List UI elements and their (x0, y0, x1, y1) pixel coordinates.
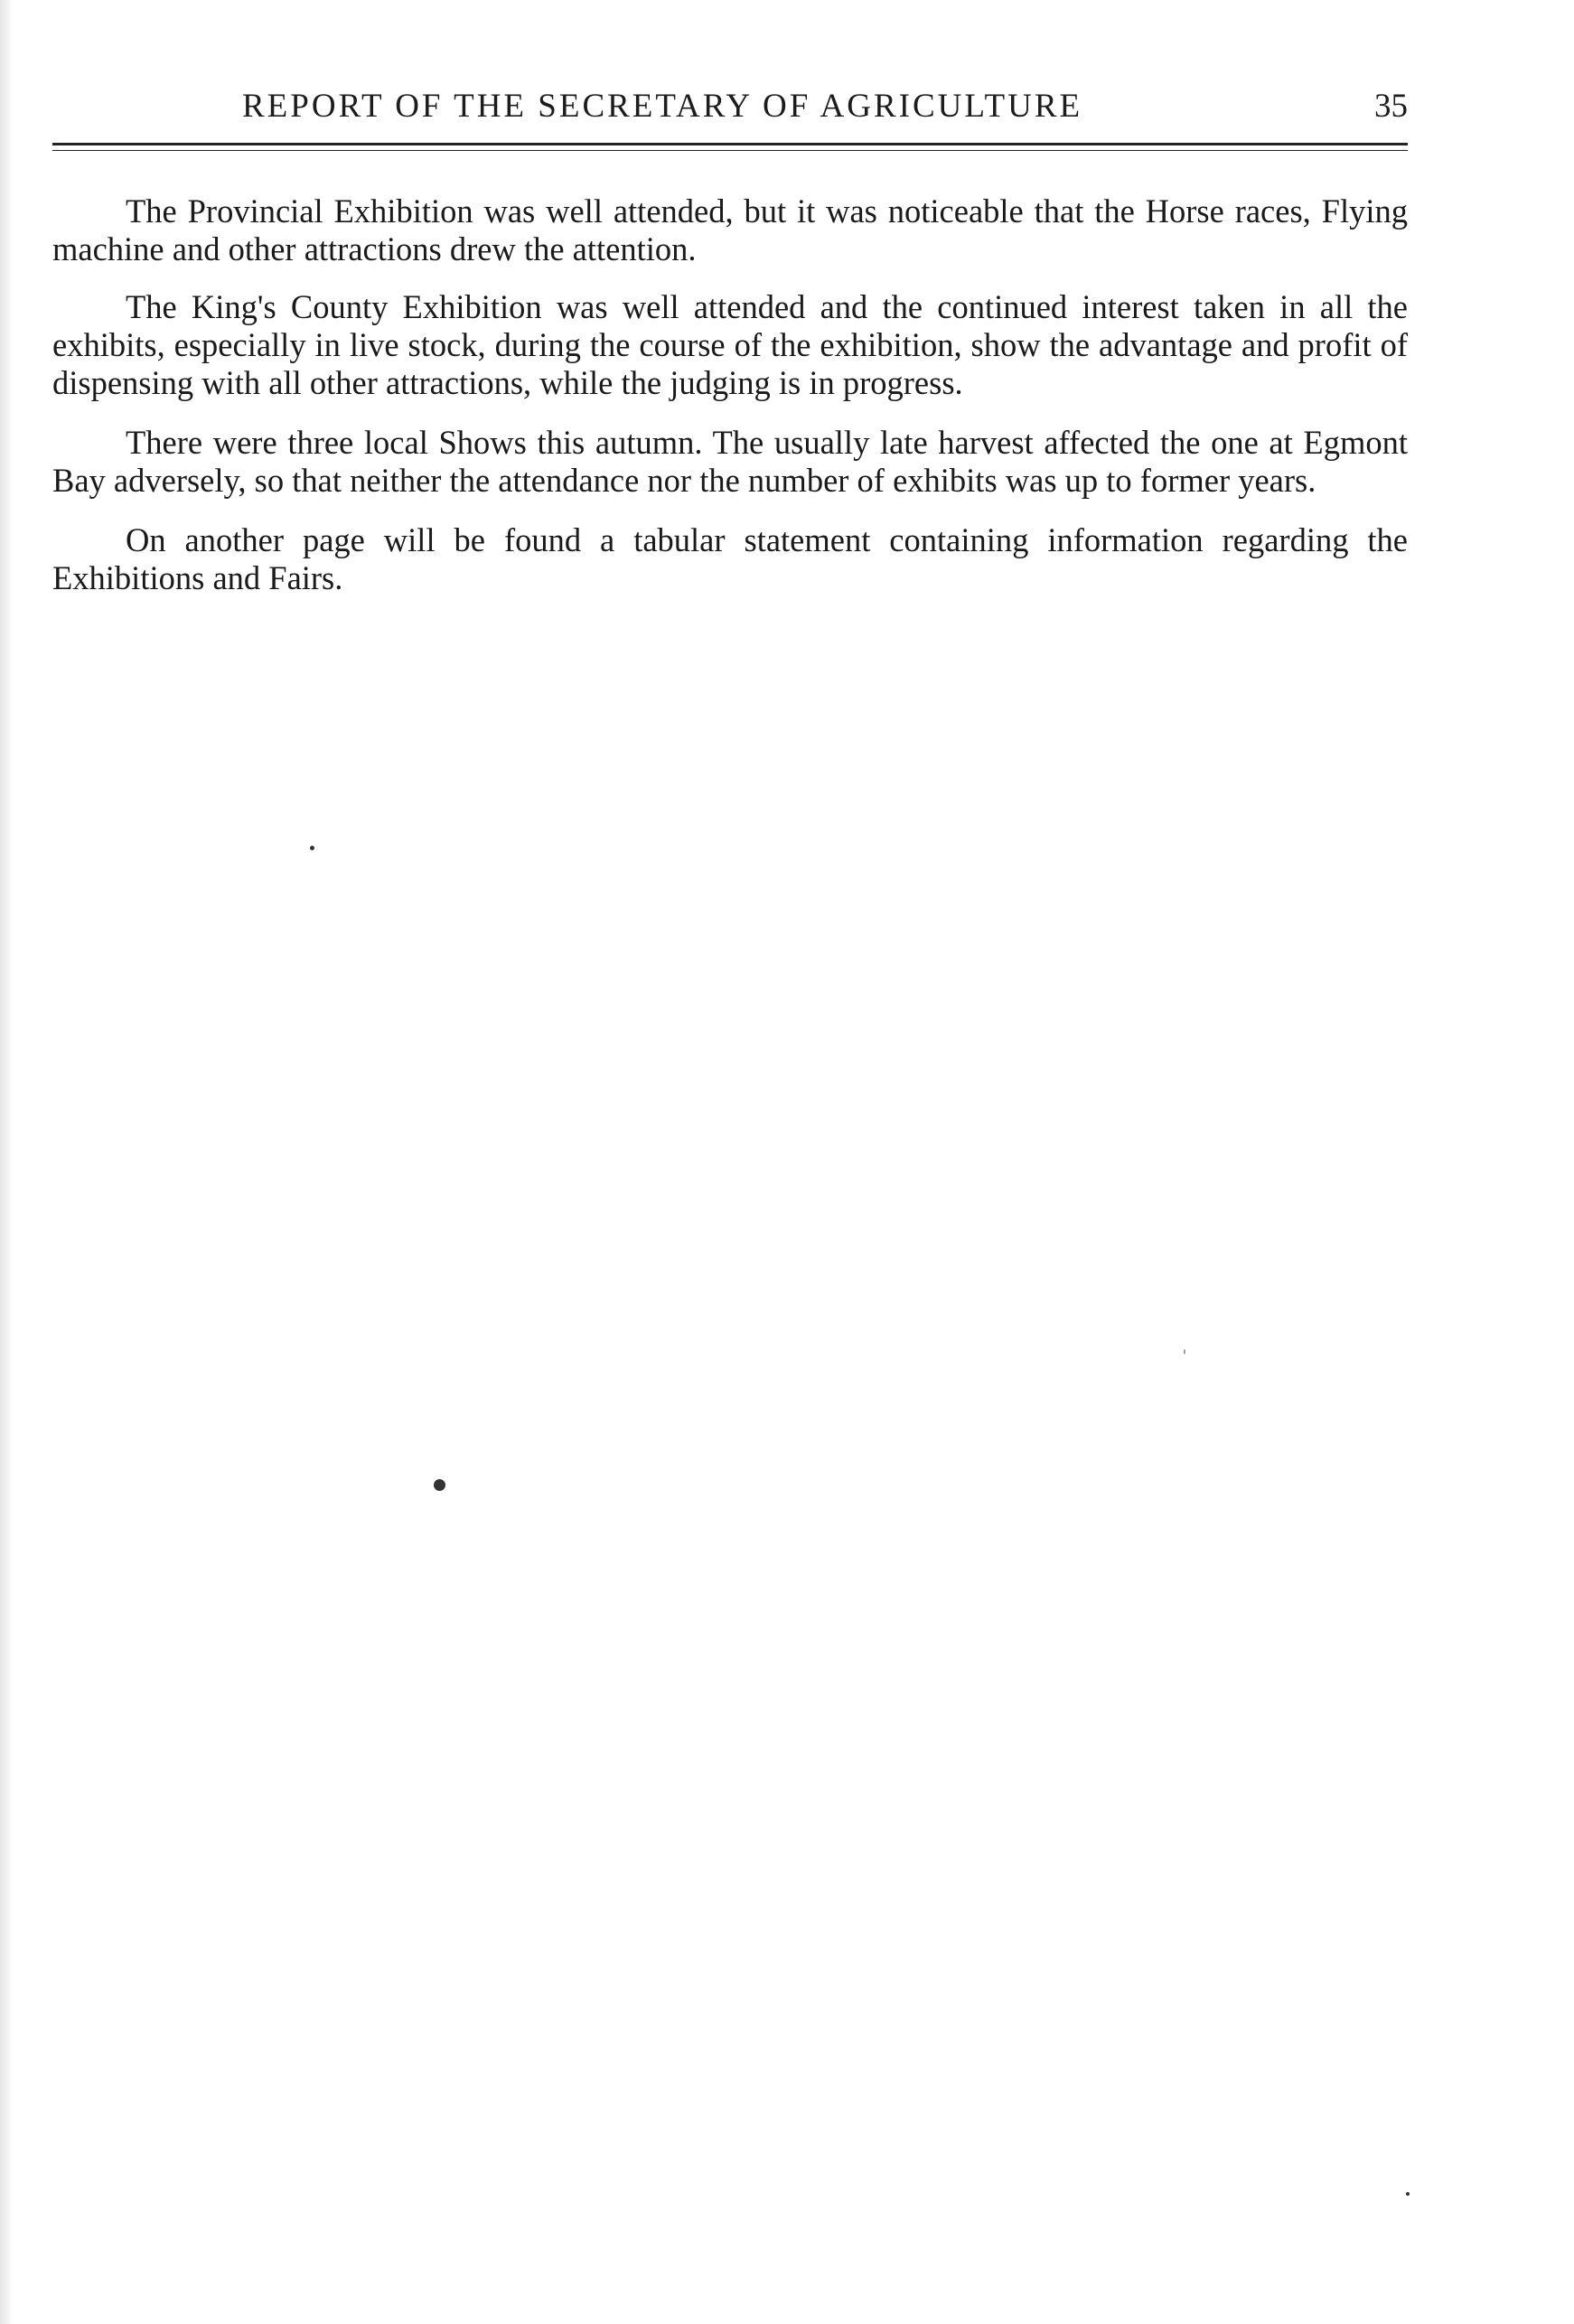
header-rule-thin (52, 150, 1408, 151)
body-text (52, 192, 1408, 617)
header-rule-thick (52, 143, 1408, 145)
page-number: 35 (1374, 88, 1408, 125)
paragraph-tabular-statement: On another page will be found a tabular statement containing information regarding the Exhibitions and Fairs. (52, 521, 1408, 596)
paragraph-provincial-exhibition: The Provincial Exhibition was well attended, but it was noticeable that the Horse races, Flying machine and other attractions drew the attention. (52, 192, 1408, 267)
scan-edge (0, 0, 13, 2324)
paragraph-kings-county-exhibition: The King's County Exhibition was well attended and the continued interest taken in all the exhibits, especially in live stock, during the course of the exhibition, show the advantage and profit of dispensing with all other attractions, while the judging is in progress. (52, 288, 1408, 401)
running-header (52, 87, 1408, 132)
scan-speck (310, 846, 314, 850)
scan-speck (1184, 1349, 1185, 1354)
paragraph-local-shows: There were three local Shows this autumn. The usually late harvest affected the one at Egmont Bay adversely, so that neither the attendance nor the number of exhibits was up to former years. (52, 424, 1408, 499)
running-title: REPORT OF THE SECRETARY OF AGRICULTURE (242, 88, 1083, 125)
scan-speck (434, 1479, 445, 1491)
scan-speck (1406, 2192, 1410, 2196)
